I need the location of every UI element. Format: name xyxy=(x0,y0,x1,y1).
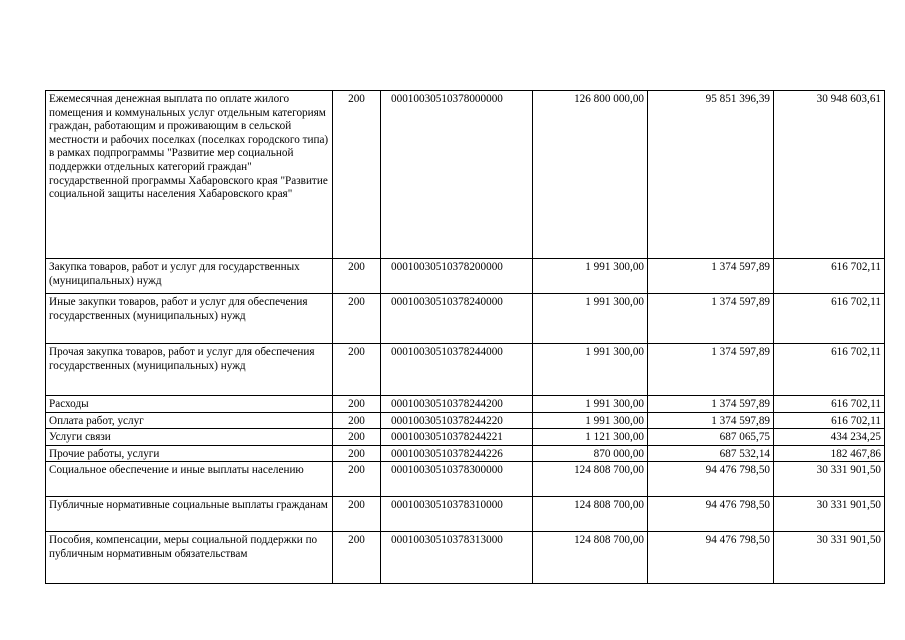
line-code-cell: 200 xyxy=(333,412,381,429)
budget-classification-code-cell: 00010030510378244221 xyxy=(381,429,533,446)
approved-amount-cell: 1 991 300,00 xyxy=(533,396,648,413)
budget-classification-code-cell: 00010030510378310000 xyxy=(381,497,533,532)
line-code-cell: 200 xyxy=(333,532,381,584)
budget-classification-code-cell: 00010030510378244226 xyxy=(381,445,533,462)
table-body xyxy=(46,91,885,584)
budget-classification-code-cell: 00010030510378300000 xyxy=(381,462,533,497)
executed-amount-cell: 1 374 597,89 xyxy=(648,294,774,344)
table-row xyxy=(46,429,885,446)
expense-name-cell: Пособия, компенсации, меры социальной поддержки по публичным нормативным обязательствам xyxy=(46,532,333,584)
approved-amount-cell: 126 800 000,00 xyxy=(533,91,648,259)
line-code-cell: 200 xyxy=(333,396,381,413)
budget-classification-code-cell: 00010030510378244000 xyxy=(381,344,533,396)
expense-name-cell: Услуги связи xyxy=(46,429,333,446)
unexecuted-amount-cell: 30 331 901,50 xyxy=(774,497,885,532)
budget-classification-code-cell: 00010030510378244220 xyxy=(381,412,533,429)
executed-amount-cell: 687 532,14 xyxy=(648,445,774,462)
approved-amount-cell: 1 991 300,00 xyxy=(533,259,648,294)
budget-classification-code-cell: 00010030510378000000 xyxy=(381,91,533,259)
line-code-cell: 200 xyxy=(333,497,381,532)
table-row xyxy=(46,532,885,584)
unexecuted-amount-cell: 30 331 901,50 xyxy=(774,462,885,497)
line-code-cell: 200 xyxy=(333,259,381,294)
table-row xyxy=(46,445,885,462)
approved-amount-cell: 124 808 700,00 xyxy=(533,532,648,584)
executed-amount-cell: 1 374 597,89 xyxy=(648,259,774,294)
budget-classification-code-cell: 00010030510378200000 xyxy=(381,259,533,294)
line-code-cell: 200 xyxy=(333,445,381,462)
table-row xyxy=(46,497,885,532)
approved-amount-cell: 1 991 300,00 xyxy=(533,294,648,344)
unexecuted-amount-cell: 616 702,11 xyxy=(774,412,885,429)
budget-classification-code-cell: 00010030510378240000 xyxy=(381,294,533,344)
unexecuted-amount-cell: 30 948 603,61 xyxy=(774,91,885,259)
budget-execution-table xyxy=(45,90,885,584)
unexecuted-amount-cell: 616 702,11 xyxy=(774,294,885,344)
executed-amount-cell: 1 374 597,89 xyxy=(648,344,774,396)
table-row xyxy=(46,259,885,294)
line-code-cell: 200 xyxy=(333,462,381,497)
line-code-cell: 200 xyxy=(333,294,381,344)
approved-amount-cell: 870 000,00 xyxy=(533,445,648,462)
executed-amount-cell: 94 476 798,50 xyxy=(648,462,774,497)
table-row xyxy=(46,412,885,429)
budget-classification-code-cell: 00010030510378244200 xyxy=(381,396,533,413)
expense-name-cell: Прочие работы, услуги xyxy=(46,445,333,462)
expense-name-cell: Иные закупки товаров, работ и услуг для обеспечения государственных (муниципальных) нужд xyxy=(46,294,333,344)
executed-amount-cell: 687 065,75 xyxy=(648,429,774,446)
expense-name-cell: Социальное обеспечение и иные выплаты населению xyxy=(46,462,333,497)
expense-name-cell: Ежемесячная денежная выплата по оплате жилого помещения и коммунальных услуг отдельным категориям граждан, работающим и проживающим в сельской местности и рабочих поселках (поселках городского типа) в рамках подпрограммы "Развитие мер социальной поддержки отдельных категорий граждан" государственной программы Хабаровского края "Развитие социальной защиты населения Хабаровского края" xyxy=(46,91,333,259)
budget-classification-code-cell: 00010030510378313000 xyxy=(381,532,533,584)
executed-amount-cell: 94 476 798,50 xyxy=(648,497,774,532)
approved-amount-cell: 1 991 300,00 xyxy=(533,412,648,429)
unexecuted-amount-cell: 182 467,86 xyxy=(774,445,885,462)
line-code-cell: 200 xyxy=(333,91,381,259)
approved-amount-cell: 124 808 700,00 xyxy=(533,462,648,497)
expense-name-cell: Публичные нормативные социальные выплаты гражданам xyxy=(46,497,333,532)
approved-amount-cell: 1 121 300,00 xyxy=(533,429,648,446)
unexecuted-amount-cell: 30 331 901,50 xyxy=(774,532,885,584)
table-row xyxy=(46,344,885,396)
table-row xyxy=(46,396,885,413)
executed-amount-cell: 1 374 597,89 xyxy=(648,412,774,429)
table-row xyxy=(46,294,885,344)
unexecuted-amount-cell: 616 702,11 xyxy=(774,396,885,413)
unexecuted-amount-cell: 616 702,11 xyxy=(774,344,885,396)
unexecuted-amount-cell: 434 234,25 xyxy=(774,429,885,446)
executed-amount-cell: 94 476 798,50 xyxy=(648,532,774,584)
line-code-cell: 200 xyxy=(333,344,381,396)
table-row xyxy=(46,91,885,259)
approved-amount-cell: 1 991 300,00 xyxy=(533,344,648,396)
line-code-cell: 200 xyxy=(333,429,381,446)
expense-name-cell: Прочая закупка товаров, работ и услуг для обеспечения государственных (муниципальных) нужд xyxy=(46,344,333,396)
expense-name-cell: Расходы xyxy=(46,396,333,413)
expense-name-cell: Оплата работ, услуг xyxy=(46,412,333,429)
table-row xyxy=(46,462,885,497)
executed-amount-cell: 1 374 597,89 xyxy=(648,396,774,413)
approved-amount-cell: 124 808 700,00 xyxy=(533,497,648,532)
expense-name-cell: Закупка товаров, работ и услуг для государственных (муниципальных) нужд xyxy=(46,259,333,294)
executed-amount-cell: 95 851 396,39 xyxy=(648,91,774,259)
unexecuted-amount-cell: 616 702,11 xyxy=(774,259,885,294)
